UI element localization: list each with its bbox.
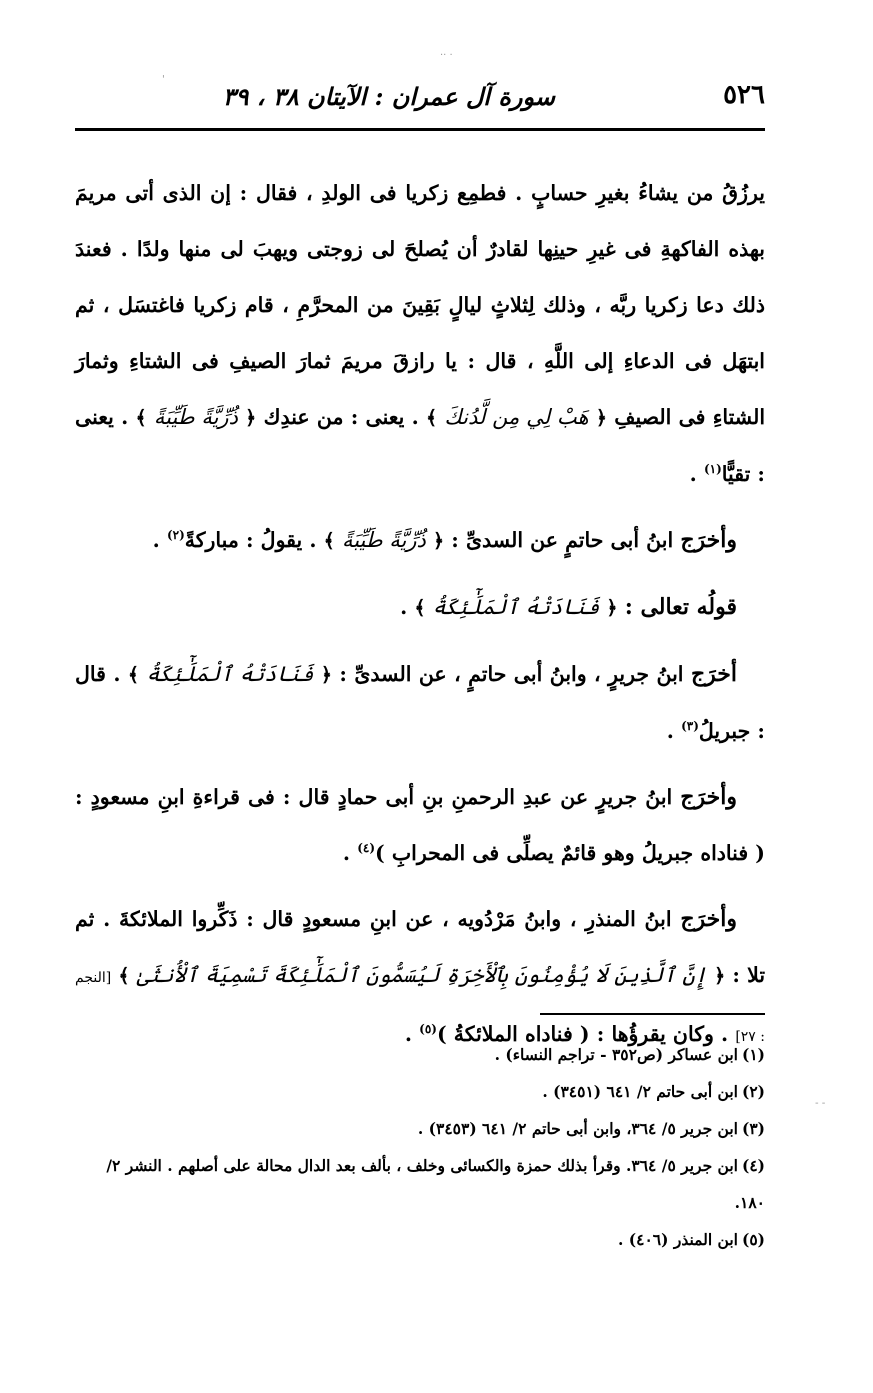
paragraph-2: وأخرَج ابنُ أبى حاتمٍ عن السدىِّ : ﴿ ذُرِّيَّةً طَيِّبَةً ﴾ . يقولُ : مباركةً$^{(٢)}$ . <box>152 527 737 553</box>
footnote-marker: (٤) <box>357 841 376 856</box>
quran-quote: فَنَادَتْهُ ٱلْمَلَٰٓئِكَةُ <box>146 662 314 686</box>
footnote-marker: (١) <box>703 462 722 477</box>
header-rule <box>75 128 765 131</box>
footnote-marker: (٣) <box>681 719 699 734</box>
running-title: سورة آل عمران : الآيتان ٣٨ ، ٣٩ <box>222 82 555 111</box>
footnote-marker: (٥) <box>419 1022 437 1037</box>
quran-quote: ذُرِّيَّةً طَيِّبَةً <box>341 528 426 552</box>
paragraph-6: وأخرَج ابنُ المنذرِ ، وابنُ مَرْدُويه ، عن ابنِ مسعودٍ قال : ذَكِّروا الملائكةَ . ثم تلا : ﴿ إِنَّ ٱلَّذِينَ لَا يُؤْمِنُونَ بِٱلْأَخِرَةِ لَيُسَمُّونَ ٱلْمَلَٰٓئِكَةَ تَسْمِيَةَ ٱلْأُنثَىٰ ﴾ [النجم : ٢٧] . وكان يقرؤُها : ( فناداه الملائكةُ )$^{(٥)}$ . <box>75 906 766 1046</box>
surah-reference: [النجم : ٢٧] <box>75 970 765 1045</box>
quran-quote: إِنَّ ٱلَّذِينَ لَا يُؤْمِنُونَ بِٱلْأَخِرَةِ لَيُسَمُّونَ ٱلْمَلَٰٓئِكَةَ تَسْمِيَةَ ٱلْأُنثَىٰ <box>136 963 707 987</box>
scan-speck: ·· · <box>440 50 453 61</box>
quran-quote: ذُرِّيَّةً طَيِّبَةً <box>153 405 238 429</box>
footnote-item: (٣)ابن جرير ٥/ ٣٦٤، وابن أبى حاتم ٢/ ٦٤١ (٣٤٥٣) . <box>417 1119 765 1138</box>
page-header <box>75 78 765 118</box>
paragraph-1: يرزُقُ من يشاءُ بغيرِ حسابٍ . فطمِع زكريا فى الولدِ ، فقال : إن الذى أتى مريمَ بهذه الفاكهةِ فى غيرِ حينِها لقادرٌ أن يُصلحَ لى زوجتى ويهبَ لى منها ولدًا . فعندَ ذلك دعا زكريا ربَّه ، وذلك لِثلاثٍ ليالٍ بَقِينَ من المحرَّمِ ، قام زكريا فاغتسَل ، ثم ابتهَل فى الدعاءِ إلى اللَّهِ ، قال : يا رازقَ مريمَ ثمارَ الصيفِ فى الشتاءِ وثمارَ الشتاءِ فى الصيفِ ﴿ هَبْ لِي مِن لَّدُنكَ ﴾ . يعنى : من عندِك ﴿ ذُرِّيَّةً طَيِّبَةً ﴾ . يعنى : تقيًّا$^{(١)}$ . <box>75 181 766 486</box>
main-text <box>75 165 765 1065</box>
quran-quote: فَنَادَتْهُ ٱلْمَلَٰٓئِكَةُ <box>432 595 600 619</box>
footnote-item: (١)ابن عساكر (ص٣٥٢ - تراجم النساء) . <box>494 1045 765 1064</box>
scan-speck: - - <box>815 1098 826 1109</box>
paragraph-4: أخرَج ابنُ جريرٍ ، وابنُ أبى حاتمٍ ، عن السدىِّ : ﴿ فَنَادَتْهُ ٱلْمَلَٰٓئِكَةُ ﴾ . قال : جبريلُ$^{(٣)}$ . <box>75 661 765 743</box>
footnotes <box>75 1036 765 1258</box>
paragraph-5: وأخرَج ابنُ جريرٍ عن عبدِ الرحمنِ بنِ أبى حمادٍ قال : فى قراءةِ ابنِ مسعودٍ : ( فناداه جبريلُ وهو قائمٌ يصلِّى فى المحرابِ )$^{(٤)}$ . <box>75 784 765 865</box>
page-number: ٥٢٦ <box>723 80 765 110</box>
paragraph-3: قولُه تعالى : ﴿ فَنَادَتْهُ ٱلْمَلَٰٓئِكَةُ ﴾ . <box>400 594 737 620</box>
quran-quote: هَبْ لِي مِن لَّدُنكَ <box>444 405 589 429</box>
scan-speck: ' <box>162 74 165 85</box>
footnote-item: (٢)ابن أبى حاتم ٢/ ٦٤١ (٣٤٥١) . <box>542 1082 765 1101</box>
footnote-item: (٤)ابن جرير ٥/ ٣٦٤. وقرأ بذلك حمزة والكسائى وخلف ، بألف بعد الدال محالة على أصلهم . النشر ٢/ ١٨٠. <box>106 1156 765 1212</box>
footnote-item: (٥)ابن المنذر (٤٠٦) . <box>618 1230 765 1249</box>
footnote-marker: (٢) <box>166 528 185 543</box>
footnote-rule <box>540 1013 765 1015</box>
